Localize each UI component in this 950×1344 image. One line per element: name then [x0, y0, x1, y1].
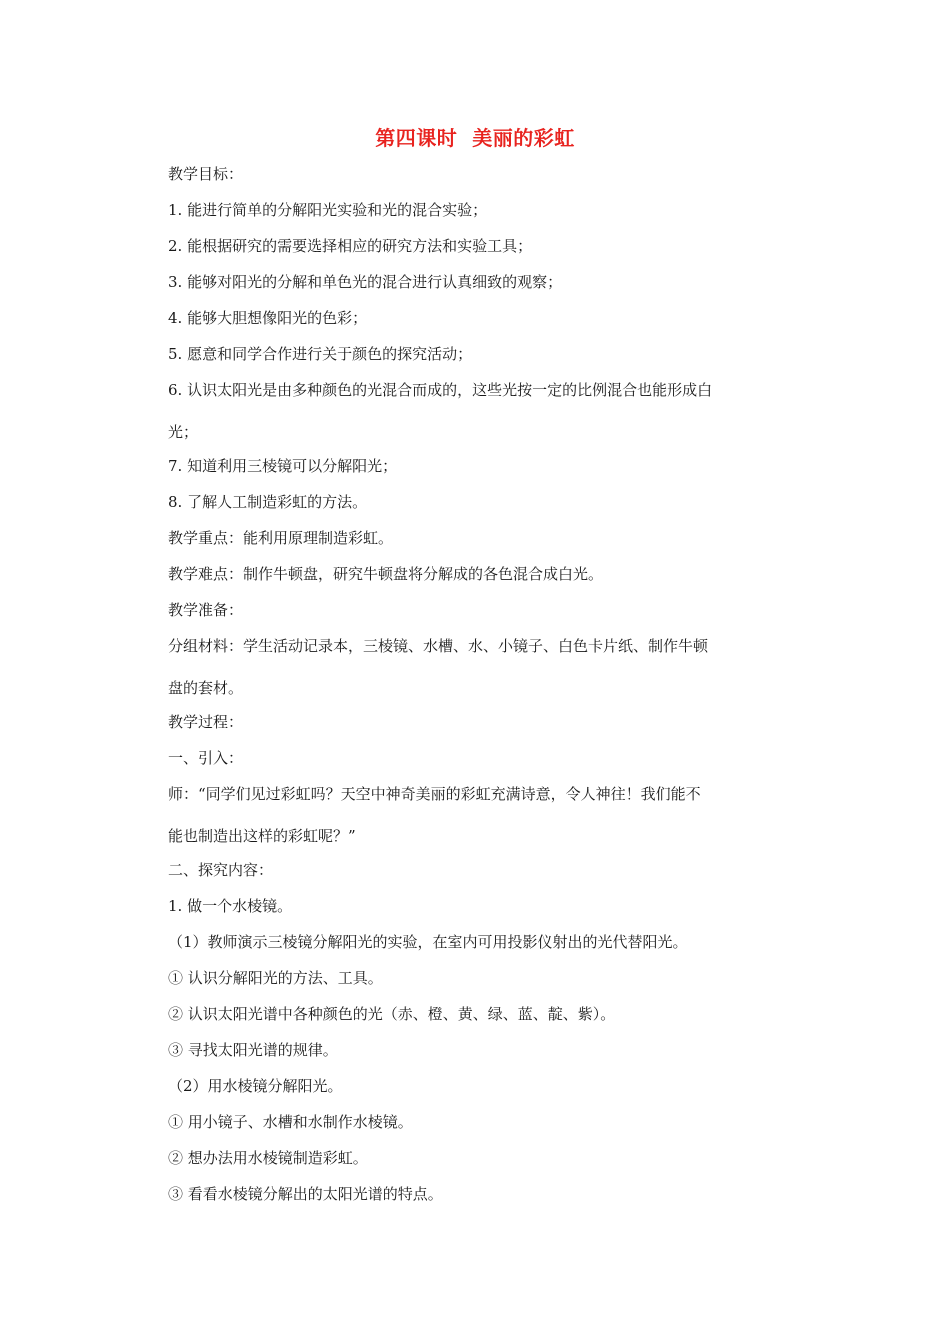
- objective-item: 4. 能够大胆想像阳光的色彩；: [168, 309, 368, 327]
- objective-item-continued: 光；: [168, 423, 199, 441]
- objective-item: 2. 能根据研究的需要选择相应的研究方法和实验工具；: [168, 237, 533, 255]
- activity-substep: ② 想办法用水棱镜制造彩虹。: [168, 1149, 368, 1167]
- activity-substep: ③ 看看水棱镜分解出的太阳光谱的特点。: [168, 1185, 443, 1203]
- objective-item: 6. 认识太阳光是由多种颜色的光混合而成的，这些光按一定的比例混合也能形成白: [168, 381, 713, 399]
- activity-step: （2）用水棱镜分解阳光。: [168, 1077, 343, 1095]
- page-title: 第四课时 美丽的彩虹: [375, 126, 575, 150]
- objective-item: 5. 愿意和同学合作进行关于颜色的探究活动；: [168, 345, 473, 363]
- materials-text-continued: 盘的套材。: [168, 679, 244, 697]
- objective-item: 1. 能进行简单的分解阳光实验和光的混合实验；: [168, 201, 488, 219]
- section-heading-preparation: 教学准备：: [168, 601, 244, 619]
- activity-substep: ① 用小镜子、水槽和水制作水棱镜。: [168, 1113, 413, 1131]
- key-points: 教学重点：能利用原理制造彩虹。: [168, 529, 394, 547]
- objective-item: 8. 了解人工制造彩虹的方法。: [168, 493, 368, 511]
- teacher-quote: 师：“同学们见过彩虹吗？天空中神奇美丽的彩虹充满诗意，令人神往！我们能不: [168, 785, 701, 803]
- subsection-heading-inquiry: 二、探究内容：: [168, 861, 274, 879]
- activity-heading: 1. 做一个水棱镜。: [168, 897, 293, 915]
- objective-item: 7. 知道利用三棱镜可以分解阳光；: [168, 457, 398, 475]
- subsection-heading-intro: 一、引入：: [168, 749, 244, 767]
- section-heading-process: 教学过程：: [168, 713, 244, 731]
- objective-item: 3. 能够对阳光的分解和单色光的混合进行认真细致的观察；: [168, 273, 563, 291]
- activity-substep: ③ 寻找太阳光谱的规律。: [168, 1041, 338, 1059]
- difficult-points: 教学难点：制作牛顿盘，研究牛顿盘将分解成的各色混合成白光。: [168, 565, 604, 583]
- activity-substep: ② 认识太阳光谱中各种颜色的光（赤、橙、黄、绿、蓝、靛、紫）。: [168, 1005, 616, 1023]
- activity-substep: ① 认识分解阳光的方法、工具。: [168, 969, 383, 987]
- section-heading-objectives: 教学目标：: [168, 165, 244, 183]
- teacher-quote-continued: 能也制造出这样的彩虹呢？”: [168, 827, 356, 845]
- activity-step: （1）教师演示三棱镜分解阳光的实验，在室内可用投影仪射出的光代替阳光。: [168, 933, 688, 951]
- materials-text: 分组材料：学生活动记录本，三棱镜、水槽、水、小镜子、白色卡片纸、制作牛顿: [168, 637, 709, 655]
